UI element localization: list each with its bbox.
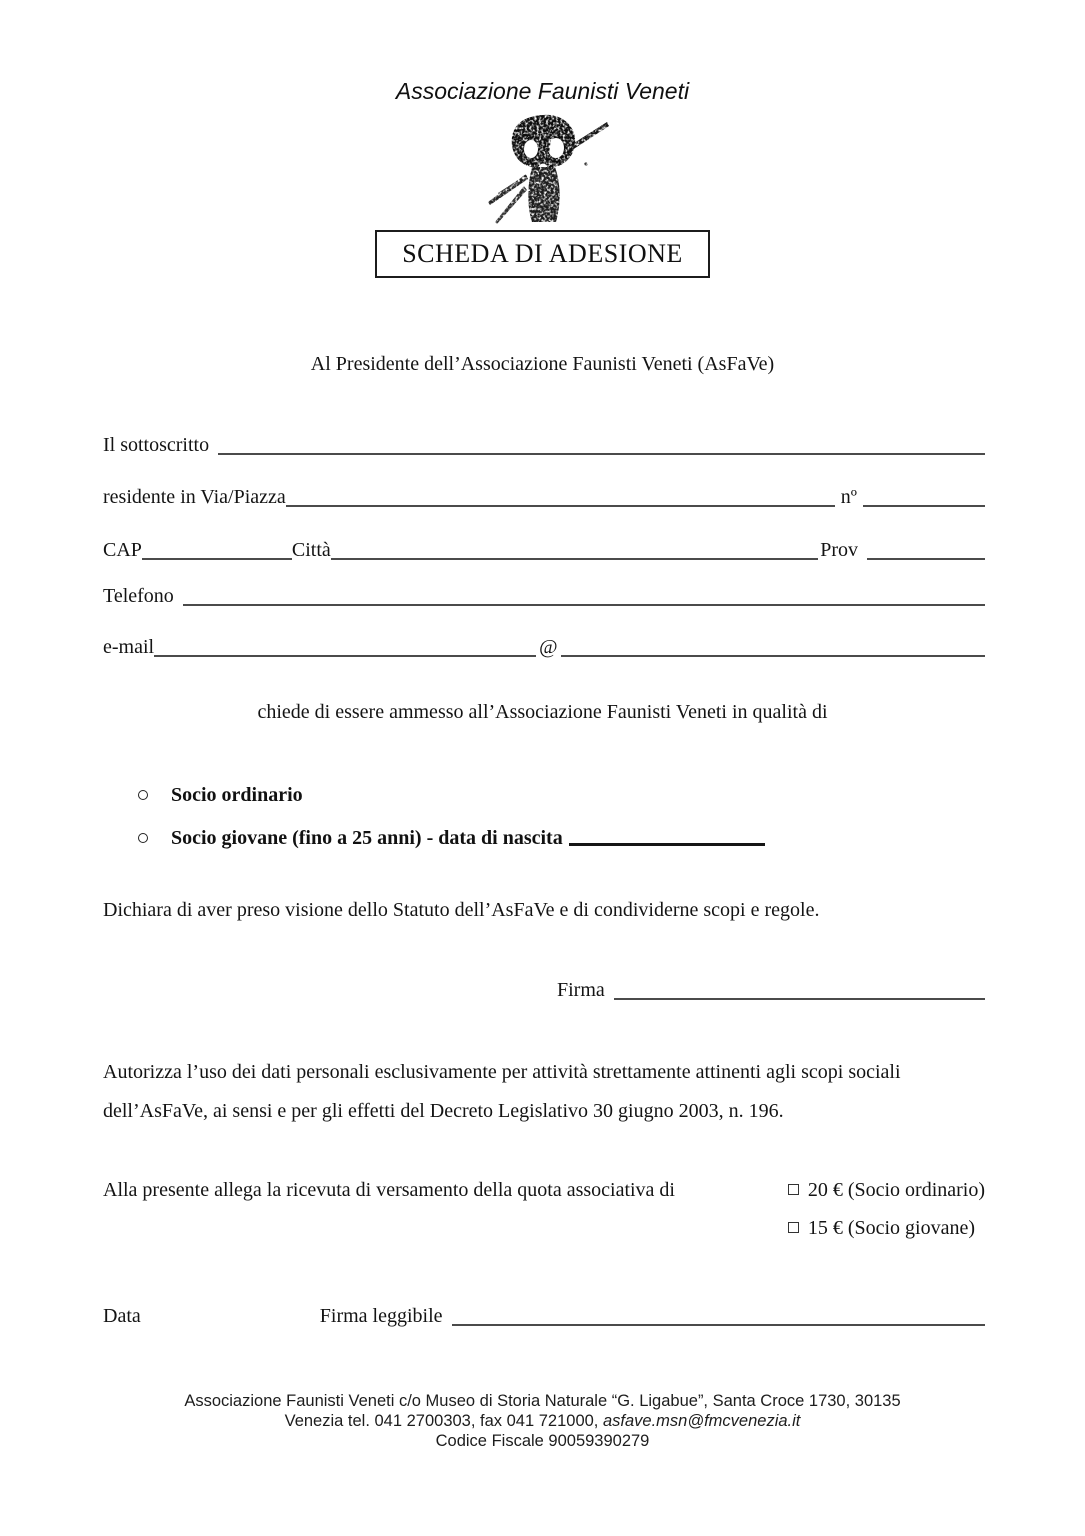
residente-label: residente in Via/Piazza xyxy=(103,486,286,508)
form-title-row xyxy=(0,230,1085,278)
circle-bullet-icon[interactable] xyxy=(138,790,148,800)
telefono-label: Telefono xyxy=(103,585,174,607)
quota-option-giovane xyxy=(788,1216,985,1241)
privacy-line-1: Autorizza l’uso dei dati personali esclusivamente per attività strettamente attinenti agli scopi sociali xyxy=(103,1061,901,1083)
privacy-paragraph xyxy=(103,1053,995,1130)
request-line: chiede di essere ammesso all’Associazione Faunisti Veneti in qualità di xyxy=(257,701,828,723)
citta-label: Città xyxy=(291,539,331,561)
field-row-residente xyxy=(103,485,985,511)
quota-ordinario-label: 20 € (Socio ordinario) xyxy=(807,1179,985,1201)
socio-giovane-label: Socio giovane (fino a 25 anni) - data di nascita xyxy=(171,827,563,849)
prov-blank[interactable] xyxy=(867,538,985,560)
membership-option-ordinario xyxy=(103,783,985,808)
firma-leggibile-label: Firma leggibile xyxy=(319,1305,443,1327)
sottoscritto-label: Il sottoscritto xyxy=(103,434,210,456)
logo-container xyxy=(0,106,1085,228)
footer xyxy=(0,1391,1085,1451)
quota-line: Alla presente allega la ricevuta di versamento della quota associativa di xyxy=(103,1179,675,1201)
email-at-symbol: @ xyxy=(539,636,558,658)
quota-option-ordinario xyxy=(788,1178,985,1203)
sottoscritto-blank[interactable] xyxy=(218,433,985,455)
quota-giovane-label: 15 € (Socio giovane) xyxy=(807,1217,975,1239)
footer-fiscal-code: Codice Fiscale 90059390279 xyxy=(435,1432,650,1450)
declaration-line: Dichiara di aver preso visione dello Statuto dell’AsFaVe e di condividerne scopi e regole. xyxy=(103,899,820,921)
cap-blank[interactable] xyxy=(142,538,292,560)
form-title-box: SCHEDA DI ADESIONE xyxy=(375,230,710,278)
numero-blank[interactable] xyxy=(863,485,985,507)
citta-blank[interactable] xyxy=(331,538,818,560)
email-label: e-mail xyxy=(103,636,155,658)
field-row-firma xyxy=(103,978,985,1004)
field-row-cap-citta-prov xyxy=(103,538,985,564)
bird-sketch-logo-icon xyxy=(468,106,618,228)
footer-contact-line xyxy=(0,1411,1085,1431)
firma-leggibile-blank[interactable] xyxy=(452,1304,985,1326)
circle-bullet-icon[interactable] xyxy=(138,833,148,843)
association-title: Associazione Faunisti Veneti xyxy=(395,78,690,104)
socio-ordinario-label: Socio ordinario xyxy=(171,784,303,806)
field-row-sottoscritto xyxy=(103,433,985,459)
salutation-line: Al Presidente dell’Associazione Faunisti Veneti (AsFaVe) xyxy=(310,353,775,375)
via-piazza-blank[interactable] xyxy=(286,485,835,507)
membership-option-giovane xyxy=(103,826,985,851)
prov-label: Prov xyxy=(820,539,858,561)
email-domain-blank[interactable] xyxy=(561,635,985,657)
email-local-blank[interactable] xyxy=(154,635,536,657)
data-nascita-blank[interactable] xyxy=(569,826,765,846)
firma-blank[interactable] xyxy=(614,978,985,1000)
numero-label: nº xyxy=(840,486,857,508)
privacy-line-2: dell’AsFaVe, ai sensi e per gli effetti del Decreto Legislativo 30 giugno 2003, n. 196. xyxy=(103,1099,784,1122)
payment-section xyxy=(103,1178,985,1241)
data-label: Data xyxy=(103,1305,141,1327)
footer-email: asfave.msn@fmcvenezia.it xyxy=(602,1412,801,1430)
telefono-blank[interactable] xyxy=(183,584,985,606)
field-row-data-firma xyxy=(103,1304,985,1330)
quota-options xyxy=(788,1178,985,1241)
empty-checkbox-icon[interactable] xyxy=(788,1184,799,1195)
firma-label: Firma xyxy=(557,979,605,1001)
field-row-email xyxy=(103,635,985,661)
footer-address-line: Associazione Faunisti Veneti c/o Museo di Storia Naturale “G. Ligabue”, Santa Croce 1730, 30135 xyxy=(184,1392,901,1410)
field-row-telefono xyxy=(103,584,985,610)
cap-label: CAP xyxy=(103,539,142,561)
footer-contact-prefix: Venezia tel. 041 2700303, fax 041 721000, xyxy=(284,1412,603,1430)
empty-checkbox-icon[interactable] xyxy=(788,1222,799,1233)
